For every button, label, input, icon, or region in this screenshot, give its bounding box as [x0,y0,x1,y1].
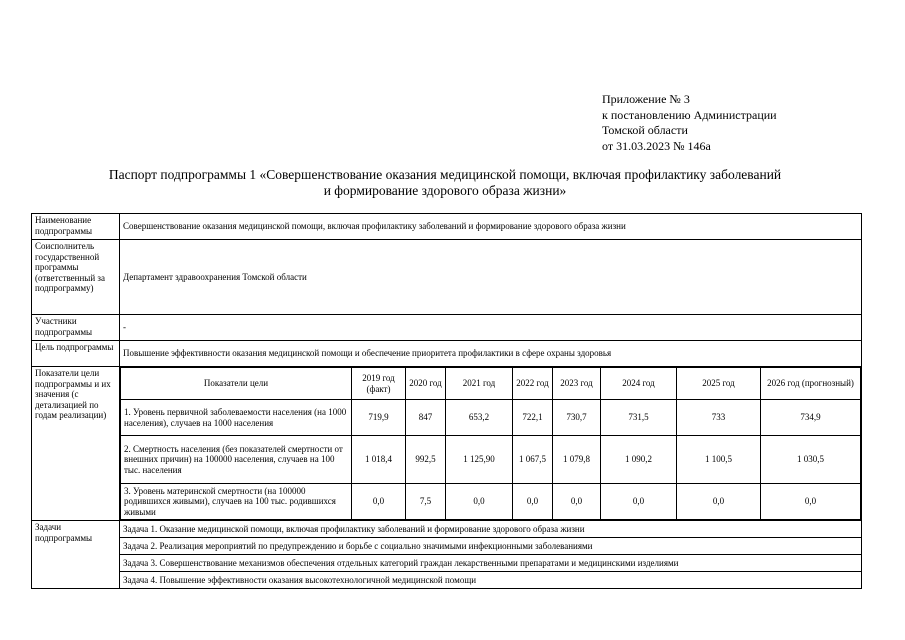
row-value: Совершенствование оказания медицинской помощи, включая профилактику заболеваний и формирование здорового образа жизни [120,214,862,240]
row-label: Задачи подпрограммы [32,521,120,589]
header-year: 2026 год (прогнозный) [761,368,861,400]
task-item: Задача 3. Совершенствование механизмов обеспечения отдельных категорий граждан лекарственными препаратами и медицинскими изделиями [120,555,862,572]
appendix-date-line: от 31.03.2023 № 146а [602,138,711,153]
indicator-value: 0,0 [677,484,761,520]
task-item: Задача 2. Реализация мероприятий по предупреждению и борьбе с социально значимыми инфекционными заболеваниями [120,538,862,555]
passport-row-indicators [32,367,862,521]
appendix-block [602,92,777,154]
row-value: - [120,315,862,341]
indicator-value: 0,0 [601,484,677,520]
indicators-cell [120,367,862,521]
row-label: Показатели цели подпрограммы и их значения (с детализацией по годам реализации) [32,367,120,521]
row-label: Цель подпрограммы [32,341,120,367]
passport-row-tasks [32,521,862,538]
row-value: Повышение эффективности оказания медицинской помощи и обеспечение приоритета профилактики в сфере охраны здоровья [120,341,862,367]
indicator-value: 992,5 [406,436,446,484]
title-line: и формирование здорового образа жизни» [323,183,567,198]
indicator-value: 0,0 [553,484,601,520]
row-label: Наименование подпрограммы [32,214,120,240]
task-item: Задача 1. Оказание медицинской помощи, включая профилактику заболеваний и формирование здорового образа жизни [120,521,862,538]
indicator-name: 1. Уровень первичной заболеваемости населения (на 1000 населения), случаев на 1000 населения [121,400,352,436]
indicator-value: 0,0 [352,484,406,520]
task-item: Задача 4. Повышение эффективности оказания высокотехнологичной медицинской помощи [120,572,862,589]
indicator-value: 734,9 [761,400,861,436]
header-year: 2019 год (факт) [352,368,406,400]
indicator-value: 1 090,2 [601,436,677,484]
header-year: 2022 год [513,368,553,400]
passport-row-name [32,214,862,240]
indicator-value: 0,0 [761,484,861,520]
indicators-header-row [121,368,861,400]
header-cell: Показатели цели [121,368,352,400]
row-label: Участники подпрограммы [32,315,120,341]
row-label: Соисполнитель государственной программы (ответственный за подпрограмму) [32,240,120,315]
passport-row-coexecutor [32,240,862,315]
table-row [121,400,861,436]
header-year: 2021 год [446,368,513,400]
table-row [121,436,861,484]
header-year: 2025 год [677,368,761,400]
indicator-value: 1 018,4 [352,436,406,484]
indicator-value: 730,7 [553,400,601,436]
appendix-line: Приложение № 3 [602,92,690,106]
indicator-value: 1 067,5 [513,436,553,484]
indicator-value: 0,0 [446,484,513,520]
indicator-name: 3. Уровень материнской смертности (на 100000 родившихся живыми), случаев на 100 тыс. родившихся живыми [121,484,352,520]
indicator-value: 1 125,90 [446,436,513,484]
indicator-value: 722,1 [513,400,553,436]
passport-row-goal [32,341,862,367]
indicator-value: 719,9 [352,400,406,436]
passport-row-participants [32,315,862,341]
appendix-line: к постановлению Администрации [602,107,777,122]
indicator-value: 1 030,5 [761,436,861,484]
indicator-value: 1 079,8 [553,436,601,484]
indicator-value: 847 [406,400,446,436]
passport-row-task [32,538,862,555]
title-line: Паспорт подпрограммы 1 «Совершенствование оказания медицинской помощи, включая профилактику заболеваний [108,167,782,182]
indicator-name: 2. Смертность населения (без показателей смертности от внешних причин) на 100000 населения, случаев на 100 тыс. населения [121,436,352,484]
header-year: 2020 год [406,368,446,400]
passport-row-task [32,572,862,589]
indicator-value: 0,0 [513,484,553,520]
header-year: 2024 год [601,368,677,400]
indicator-value: 653,2 [446,400,513,436]
table-row [121,484,861,520]
indicator-value: 731,5 [601,400,677,436]
indicator-value: 1 100,5 [677,436,761,484]
indicators-table [120,367,861,520]
document-title [60,167,830,199]
passport-table [31,213,862,589]
passport-row-task [32,555,862,572]
header-year: 2023 год [553,368,601,400]
row-value: Департамент здравоохранения Томской области [120,240,862,315]
indicator-value: 7,5 [406,484,446,520]
indicator-value: 733 [677,400,761,436]
appendix-line: Томской области [602,123,688,137]
